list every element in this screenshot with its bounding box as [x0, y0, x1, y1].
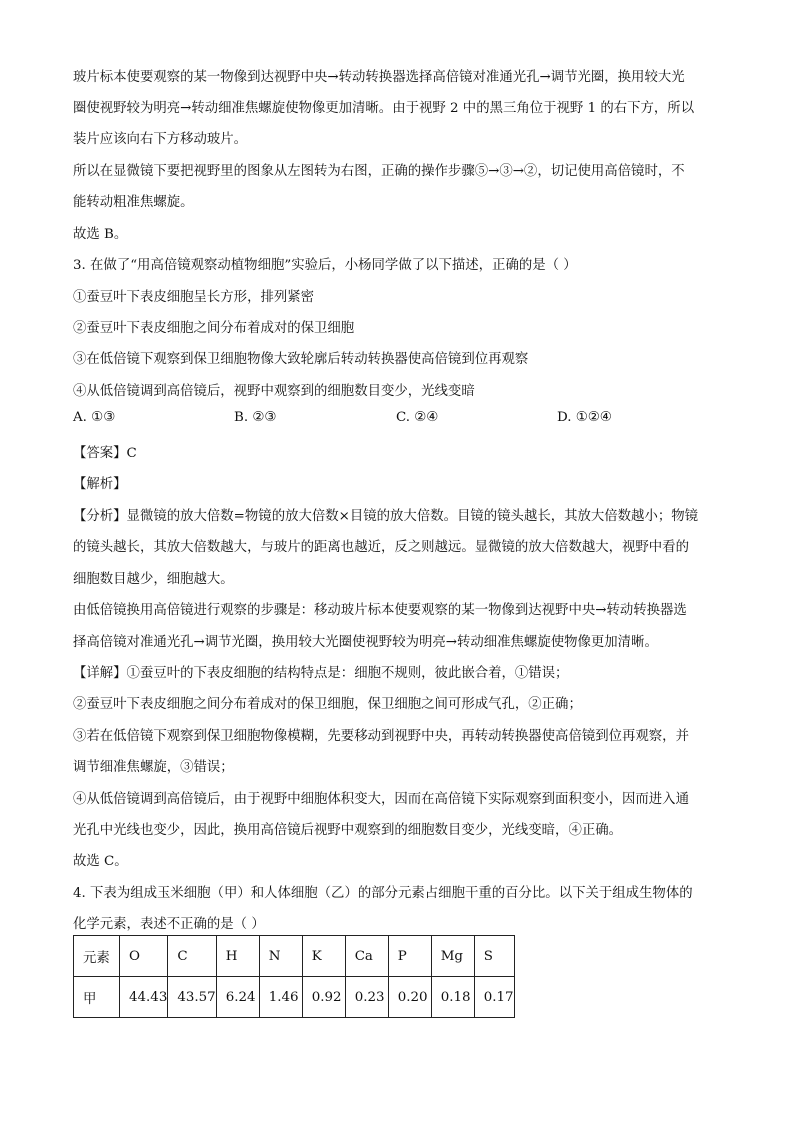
text-line: 择高倍镜对准通光孔→调节光圈，换用较大光圈使视野较为明亮→转动细准焦螺旋使物像更加清晰。 — [73, 635, 658, 650]
question-4-stem: 4. 下表为组成玉米细胞（甲）和人体细胞（乙）的部分元素占细胞干重的百分比。以下关于组成生物体的 — [73, 886, 693, 901]
table-cell: N — [259, 936, 302, 977]
table-cell: S — [474, 936, 514, 977]
text-line: 光孔中光线也变少，因此，换用高倍镜后视野中观察到的细胞数目变少，光线变暗，④正确。 — [73, 823, 623, 838]
statement-4: ④从低倍镜调到高倍镜后，视野中观察到的细胞数目变少，光线变暗 — [73, 384, 475, 399]
table-cell: Ca — [345, 936, 388, 977]
text-line: 圈使视野较为明亮→转动细准焦螺旋使物像更加清晰。由于视野 2 中的黑三角位于视野 1 的右下方，所以 — [73, 101, 695, 116]
text-line: 调节细准焦螺旋，③错误； — [73, 760, 234, 775]
text-line: 所以在显微镜下要把视野里的图象从左图转为右图，正确的操作步骤⑤→③→②，切记使用高倍镜时，不 — [73, 164, 685, 179]
table-cell: 0.20 — [388, 977, 431, 1018]
table-cell: 43.57 — [168, 977, 216, 1018]
table-cell: O — [120, 936, 168, 977]
text-line: 细胞数目越少，细胞越大。 — [73, 572, 234, 587]
answer-label: 【答案】C — [73, 446, 137, 461]
table-cell: P — [388, 936, 431, 977]
table-cell: 甲 — [74, 977, 120, 1018]
question-4-stem: 化学元素，表述不正确的是（ ） — [73, 917, 265, 932]
statement-3: ③在低倍镜下观察到保卫细胞物像大致轮廓后转动转换器使高倍镜到位再观察 — [73, 352, 529, 367]
answer-options — [73, 410, 725, 430]
text-line: 故选 B。 — [73, 227, 128, 242]
table-cell: H — [216, 936, 259, 977]
text-line: ②蚕豆叶下表皮细胞之间分布着成对的保卫细胞，保卫细胞之间可形成气孔，②正确； — [73, 697, 582, 712]
table-cell: C — [168, 936, 216, 977]
element-percentage-table — [73, 935, 515, 1018]
text-line: 的镜头越长，其放大倍数越大，与玻片的距离也越近，反之则越远。显微镜的放大倍数越大，视野中看的 — [73, 540, 689, 555]
text-line: 【分析】显微镜的放大倍数=物镜的放大倍数×目镜的放大倍数。目镜的镜头越长，其放大倍数越小；物镜 — [73, 509, 699, 524]
table-cell: K — [302, 936, 345, 977]
statement-1: ①蚕豆叶下表皮细胞呈长方形，排列紧密 — [73, 290, 315, 305]
analysis-heading: 【解析】 — [73, 477, 127, 492]
statement-2: ②蚕豆叶下表皮细胞之间分布着成对的保卫细胞 — [73, 321, 355, 336]
table-cell: 6.24 — [216, 977, 259, 1018]
table-cell: 元素 — [74, 936, 120, 977]
text-line: ④从低倍镜调到高倍镜后，由于视野中细胞体积变大，因而在高倍镜下实际观察到面积变小，因而进入通 — [73, 792, 689, 807]
table-header-row — [74, 936, 515, 977]
text-line: 故选 C。 — [73, 854, 128, 869]
text-line: ③若在低倍镜下观察到保卫细胞物像模糊，先要移动到视野中央，再转动转换器使高倍镜到位再观察，并 — [73, 729, 689, 744]
table-cell: 0.17 — [474, 977, 514, 1018]
option-d: D. ①②④ — [557, 410, 612, 425]
option-c: C. ②④ — [396, 410, 439, 425]
table-cell: 44.43 — [120, 977, 168, 1018]
text-line: 装片应该向右下方移动玻片。 — [73, 132, 248, 147]
table-cell: 0.23 — [345, 977, 388, 1018]
table-row — [74, 977, 515, 1018]
question-3-stem: 3. 在做了“用高倍镜观察动植物细胞”实验后，小杨同学做了以下描述，正确的是（ ） — [73, 258, 577, 273]
table-cell: Mg — [431, 936, 474, 977]
text-line: 【详解】①蚕豆叶的下表皮细胞的结构特点是：细胞不规则，彼此嵌合着，①错误； — [73, 666, 569, 681]
table-cell: 0.92 — [302, 977, 345, 1018]
text-line: 能转动粗准焦螺旋。 — [73, 195, 194, 210]
text-line: 玻片标本使要观察的某一物像到达视野中央→转动转换器选择高倍镜对准通光孔→调节光圈，换用较大光 — [73, 70, 685, 85]
option-b: B. ②③ — [234, 410, 277, 425]
text-line: 由低倍镜换用高倍镜进行观察的步骤是：移动玻片标本使要观察的某一物像到达视野中央→转动转换器选 — [73, 603, 687, 618]
option-a: A. ①③ — [73, 410, 116, 425]
table-cell: 0.18 — [431, 977, 474, 1018]
table-cell: 1.46 — [259, 977, 302, 1018]
